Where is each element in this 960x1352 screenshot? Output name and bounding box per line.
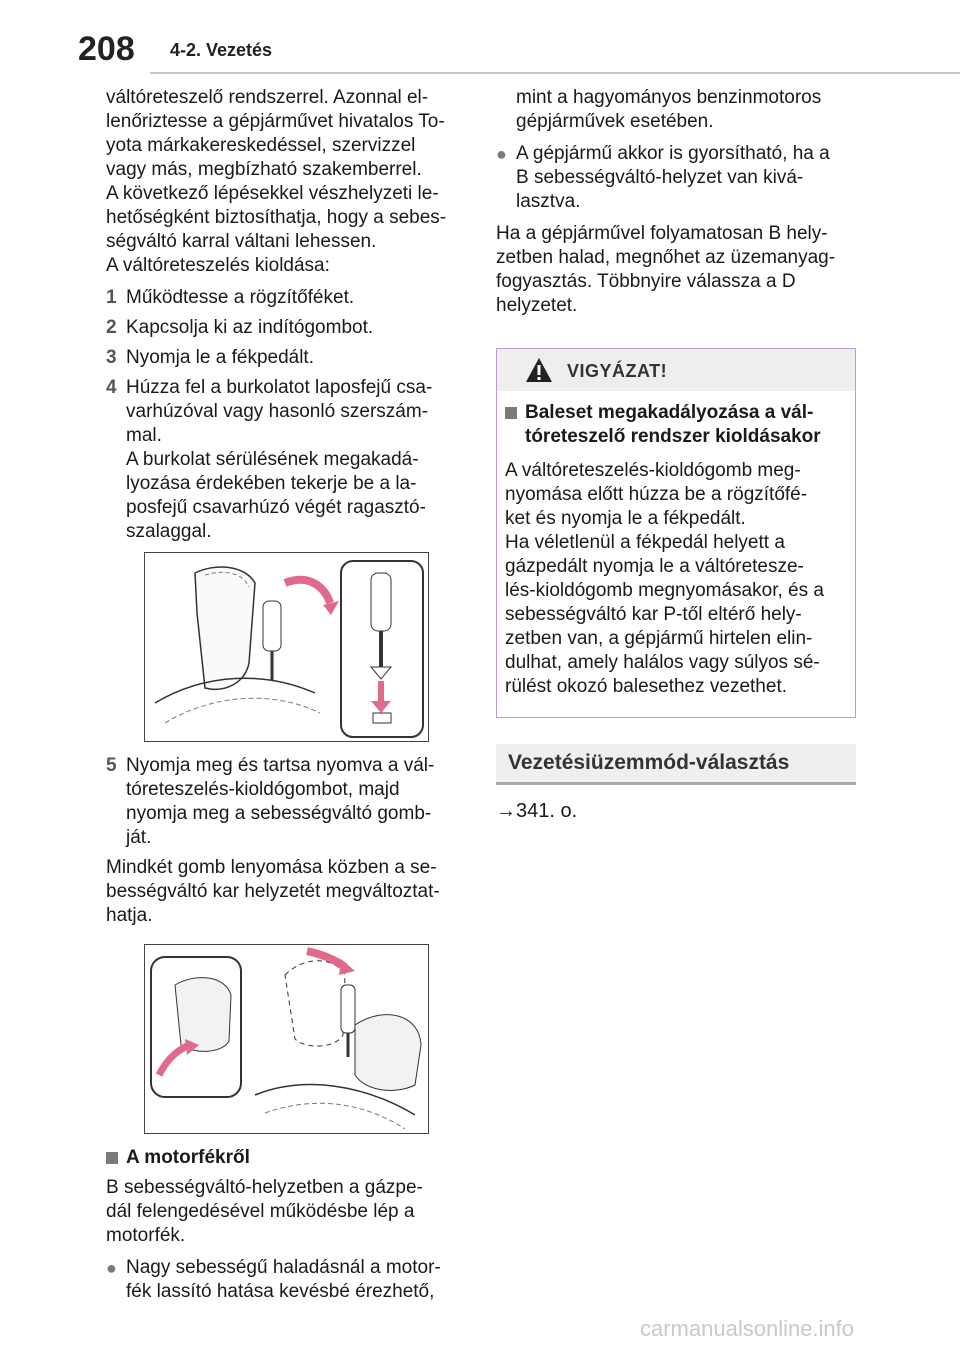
fuel-paragraph: Ha a gépjárművel folyamatosan B hely- zetben halad, megnőhet az üzemanyag- fogyasztás. Többnyire válassza a D helyzetet. xyxy=(496,223,836,316)
step-text: Nyomja meg és tartsa nyomva a vál- tóreteszelés-kioldógombot, majd nyomja meg a sebességváltó gomb- ját. xyxy=(126,755,435,848)
page-number-box xyxy=(0,0,168,76)
step-number: 5 xyxy=(106,755,117,776)
warning-box xyxy=(496,348,856,718)
step-4 xyxy=(106,376,466,544)
after-step-paragraph: Mindkét gomb lenyomása közben a se- bességváltó kar helyzetét megváltoztat- hatja. xyxy=(106,857,440,926)
step-text: Kapcsolja ki az indítógombot. xyxy=(126,317,374,338)
step-5 xyxy=(106,754,466,850)
warning-header xyxy=(497,349,855,391)
section-title: 4-2. Vezetés xyxy=(170,40,273,60)
warning-title: VIGYÁZAT! xyxy=(567,361,668,381)
page-reference-link[interactable]: →341. o. xyxy=(496,800,578,822)
step-number: 2 xyxy=(106,317,117,338)
warning-heading: Baleset megakadályozása a vál- tóreteszelő rendszer kioldásakor xyxy=(505,401,845,449)
warning-triangle-icon xyxy=(525,357,553,383)
step-3 xyxy=(106,346,466,370)
bullet-item-2: ● A gépjármű akkor is gyorsítható, ha a B sebességváltó-helyzet van kivá- lasztva. xyxy=(496,143,830,212)
page-header xyxy=(0,0,960,84)
square-bullet-icon xyxy=(106,1152,118,1164)
figure-screwdriver-cover xyxy=(144,552,429,742)
step-number: 4 xyxy=(106,377,117,398)
subsection-title: Vezetésiüzemmód-választás xyxy=(508,751,790,774)
step-2 xyxy=(106,316,466,340)
page-number: 208 xyxy=(78,30,135,68)
square-bullet-icon xyxy=(505,407,517,419)
circle-bullet-icon: ● xyxy=(106,1258,117,1278)
step-1 xyxy=(106,286,466,310)
illustration-shift-knob-cover xyxy=(145,553,428,741)
engine-brake-heading: A motorfékről xyxy=(106,1146,466,1170)
left-column xyxy=(106,86,466,1312)
illustration-shift-lever-move xyxy=(145,945,428,1133)
step-text: Nyomja le a fékpedált. xyxy=(126,347,314,368)
step-number: 3 xyxy=(106,347,117,368)
right-column xyxy=(496,86,856,823)
bullet-item-1: ● Nagy sebességű haladásnál a motor- fék lassító hatása kevésbé érezhető, xyxy=(106,1257,441,1302)
warning-body xyxy=(497,391,855,699)
bullet-item-1-continued: mint a hagyományos benzinmotoros gépjárművek esetében. xyxy=(516,87,822,132)
warning-text: A váltóreteszelés-kioldógomb meg- nyomása előtt húzza be a rögzítőfé- ket és nyomja le a fékpedált. Ha véletlenül a fékpedál helyett a gázpedált nyomja le a váltóretesze- lés-kioldógomb megnyomásakor, és a sebességváltó kar P-től eltérő hely- zetben van, a gépjármű hirtelen elin- dulhat, amely halálos vagy súlyos sé- rülést okozó balesethez vezethet. xyxy=(505,460,824,697)
subsection-drive-mode xyxy=(496,744,856,785)
step-number: 1 xyxy=(106,287,117,308)
circle-bullet-icon: ● xyxy=(496,144,507,164)
intro-paragraph: váltóreteszelő rendszerrel. Azonnal el- lenőriztesse a gépjárművet hivatalos To- yota márkakereskedéssel, szervizzel vagy más, megbízható szakemberrel. A következő lépésekkel vészhelyzeti le- hetőségként biztosíthatja, hogy a sebes- ségváltó karral váltani lehessen. A váltóreteszelés kioldása: xyxy=(106,87,447,276)
engine-brake-paragraph: B sebességváltó-helyzetben a gázpe- dál felengedésével működésbe lép a motorfék. xyxy=(106,1177,423,1246)
step-text: Működtesse a rögzítőféket. xyxy=(126,287,355,308)
step-text: Húzza fel a burkolatot laposfejű csa- varhúzóval vagy hasonló szerszám- mal. A burkolat sérülésének megakadá- lyozása érdekében tekerje be a la- posfejű csavarhúzó végét ragasztó- szalaggal. xyxy=(126,377,433,542)
watermark: carmanualsonline.info xyxy=(640,1316,855,1341)
header-rule xyxy=(150,72,960,74)
figure-shift-lever xyxy=(144,944,429,1134)
